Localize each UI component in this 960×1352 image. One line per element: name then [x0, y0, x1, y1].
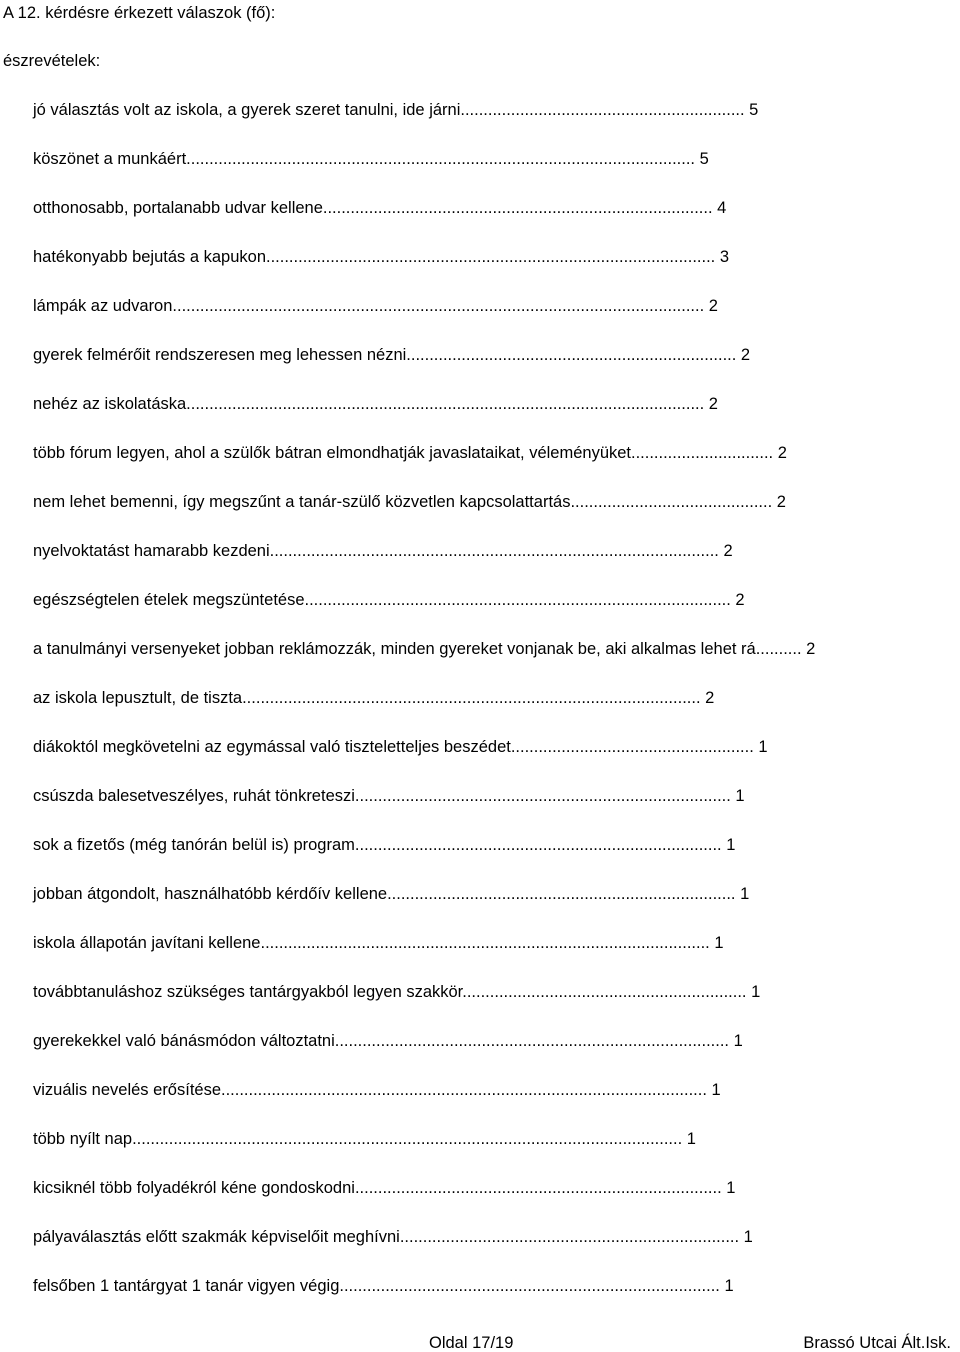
response-entry: egészségtelen ételek megszüntetése............................................................................................. 2	[33, 591, 745, 609]
response-entry: az iskola lepusztult, de tiszta.................................................................................................... 2	[33, 689, 715, 707]
response-entry: sok a fizetős (még tanórán belül is) program................................................................................ 1	[33, 836, 736, 854]
response-entry: diákoktól megkövetelni az egymással való tiszteletteljes beszédet..................................................... 1	[33, 738, 768, 756]
school-name: Brassó Utcai Ált.Isk.	[803, 1334, 951, 1352]
response-entry: hatékonyabb bejutás a kapukon.................................................................................................. 3	[33, 248, 730, 266]
section-label: észrevételek:	[3, 52, 101, 70]
response-entry: gyerek felmérőit rendszeresen meg lehessen nézni........................................................................ 2	[33, 346, 751, 364]
response-entry: nehéz az iskolatáska................................................................................................................. 2	[33, 395, 718, 413]
response-entry: csúszda balesetveszélyes, ruhát tönkreteszi.................................................................................. 1	[33, 787, 745, 805]
response-entry: otthonosabb, portalanabb udvar kellene..................................................................................... 4	[33, 199, 727, 217]
response-list	[33, 100, 815, 1325]
response-entry: kicsiknél több folyadékról kéne gondoskodni................................................................................ 1	[33, 1179, 736, 1197]
page-number: Oldal 17/19	[429, 1334, 514, 1352]
response-entry: lámpák az udvaron.................................................................................................................... 2	[33, 297, 718, 315]
response-entry: köszönet a munkáért............................................................................................................... 5	[33, 150, 709, 168]
response-entry: felsőben 1 tantárgyat 1 tanár vigyen végig................................................................................... 1	[33, 1277, 734, 1295]
response-entry: több fórum legyen, ahol a szülők bátran elmondhatják javaslataikat, véleményüket............................... 2	[33, 444, 787, 462]
response-entry: a tanulmányi versenyeket jobban reklámozzák, minden gyereket vonjanak be, aki alkalmas lehet rá.......... 2	[33, 640, 816, 658]
response-entry: nyelvoktatást hamarabb kezdeni.................................................................................................. 2	[33, 542, 733, 560]
response-entry: nem lehet bemenni, így megszűnt a tanár-szülő közvetlen kapcsolattartás............................................ 2	[33, 493, 786, 511]
response-entry: gyerekekkel való bánásmódon változtatni...................................................................................... 1	[33, 1032, 743, 1050]
response-entry: vizuális nevelés erősítése.......................................................................................................... 1	[33, 1081, 721, 1099]
response-entry: jobban átgondolt, használhatóbb kérdőív kellene............................................................................ 1	[33, 885, 750, 903]
response-entry: több nyílt nap........................................................................................................................ 1	[33, 1130, 696, 1148]
document-title: A 12. kérdésre érkezett válaszok (fő):	[3, 4, 276, 22]
response-entry: jó választás volt az iskola, a gyerek szeret tanulni, ide járni.............................................................. 5	[33, 101, 759, 119]
response-entry: iskola állapotán javítani kellene.................................................................................................. 1	[33, 934, 724, 952]
response-entry: pályaválasztás előtt szakmák képviselőit meghívni.......................................................................... 1	[33, 1228, 753, 1246]
response-entry: továbbtanuláshoz szükséges tantárgyakból legyen szakkör.............................................................. 1	[33, 983, 761, 1001]
